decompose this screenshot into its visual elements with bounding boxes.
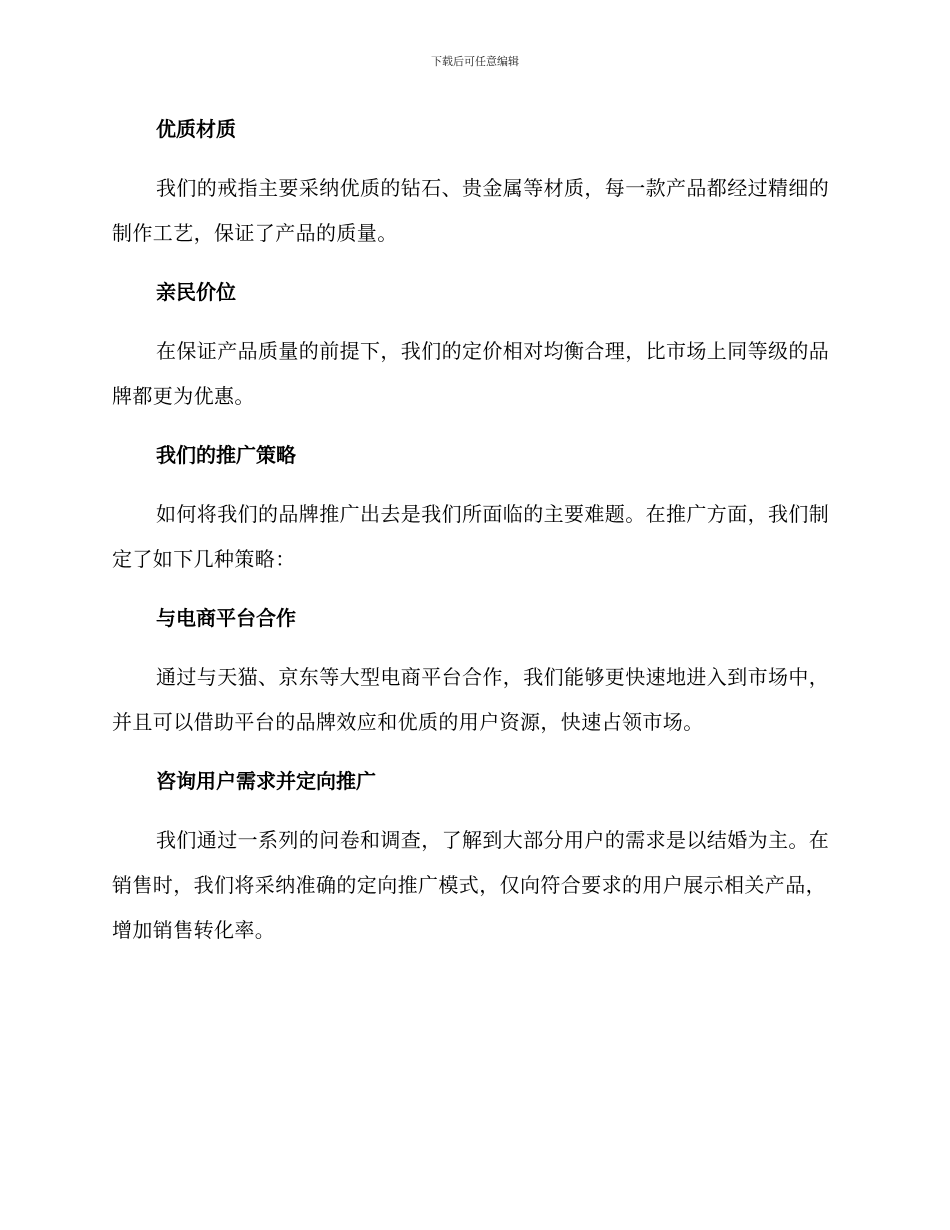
section-heading-targeted-promotion: 咨询用户需求并定向推广 [156,769,376,793]
paragraph-quality-material: 我们的戒指主要采纳优质的钻石、贵金属等材质，每一款产品都经过精细的制作工艺，保证了产品的质量。 [112,176,830,245]
section-heading-promotion-strategy: 我们的推广策略 [156,443,296,467]
page-header: 下载后可任意编辑 [431,55,519,68]
paragraph-ecommerce-cooperation: 通过与天猫、京东等大型电商平台合作，我们能够更快速地进入到市场中，并且可以借助平台的品牌效应和优质的用户资源，快速占领市场。 [112,665,830,734]
paragraph-targeted-promotion: 我们通过一系列的问卷和调查，了解到大部分用户的需求是以结婚为主。在销售时，我们将采纳准确的定向推广模式，仅向符合要求的用户展示相关产品，增加销售转化率。 [112,828,830,942]
section-heading-affordable-price: 亲民价位 [156,280,236,304]
paragraph-promotion-strategy: 如何将我们的品牌推广出去是我们所面临的主要难题。在推广方面，我们制定了如下几种策略： [112,502,830,571]
section-heading-ecommerce-cooperation: 与电商平台合作 [156,606,296,630]
paragraph-affordable-price: 在保证产品质量的前提下，我们的定价相对均衡合理，比市场上同等级的品牌都更为优惠。 [112,339,830,408]
document-body [112,107,832,967]
section-heading-quality-material: 优质材质 [156,117,236,141]
